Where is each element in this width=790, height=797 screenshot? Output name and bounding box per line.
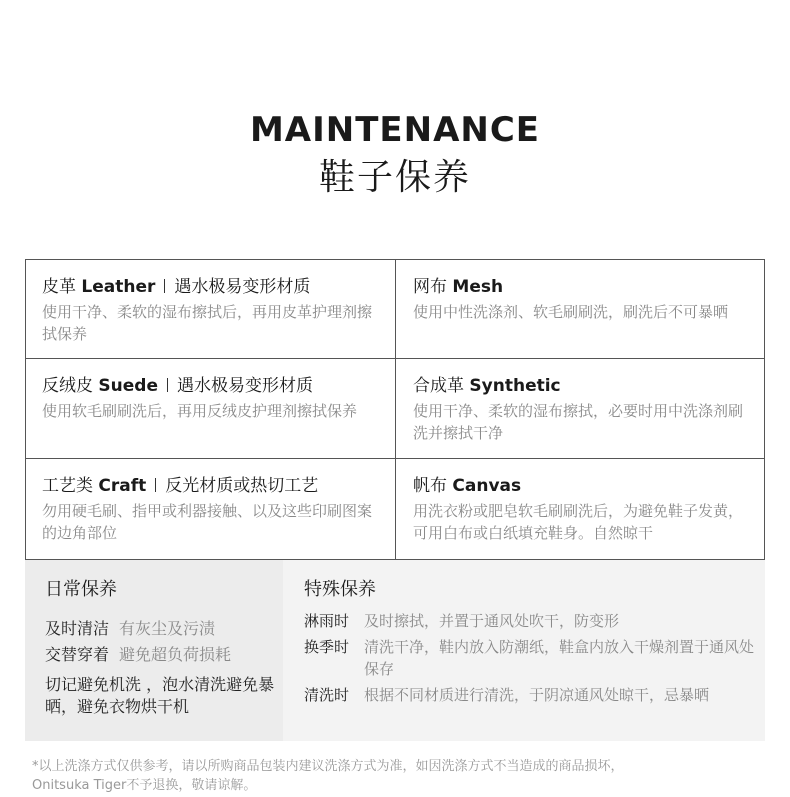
page-title-english: MAINTENANCE xyxy=(249,110,541,150)
page-title-chinese: 鞋子保养 xyxy=(318,157,471,198)
material-cell-leather xyxy=(26,260,396,359)
material-care-grid xyxy=(25,259,765,560)
daily-care-key: 及时清洁 xyxy=(45,619,110,638)
material-name-cn: 网布 xyxy=(413,277,453,297)
disclaimer-line: *以上洗涤方式仅供参考，请以所购商品包装内建议洗涤方式为准，如因洗涤方式不当造成的商品损坏， xyxy=(32,759,624,774)
material-name-en: Synthetic xyxy=(469,376,561,396)
page-header xyxy=(0,110,790,200)
disclaimer-footnote xyxy=(32,757,772,795)
special-care-value: 及时擦拭，并置于通风处吹干，防变形 xyxy=(364,612,620,630)
special-care-list xyxy=(304,610,765,706)
material-name-cn: 皮革 xyxy=(42,277,82,297)
care-section xyxy=(25,560,765,741)
daily-care-value: 避免超负荷损耗 xyxy=(119,645,232,664)
material-instructions: 使用干净、柔软的湿布擦拭，必要时用中洗涤剂刷洗并擦拭干净 xyxy=(413,402,744,442)
material-warning: 反光材质或热切工艺 xyxy=(165,476,319,496)
special-care-title: 特殊保养 xyxy=(304,579,376,600)
material-name-en: Mesh xyxy=(452,277,504,297)
material-heading xyxy=(413,375,750,397)
daily-care-title: 日常保养 xyxy=(45,579,117,600)
material-instructions: 使用软毛刷刷洗后，再用反绒皮护理剂擦拭保养 xyxy=(42,402,358,420)
material-instructions: 使用中性洗涤剂、软毛刷刷洗，刷洗后不可暴晒 xyxy=(413,303,729,321)
material-heading xyxy=(42,276,381,298)
special-care-key: 清洗时 xyxy=(304,686,350,704)
daily-care-value: 有灰尘及污渍 xyxy=(119,619,216,638)
daily-care-list xyxy=(45,616,283,668)
divider xyxy=(155,478,156,492)
list-item xyxy=(45,616,283,642)
material-name-cn: 工艺类 xyxy=(42,476,99,496)
material-heading xyxy=(42,375,381,397)
material-name-en: Leather xyxy=(81,277,156,297)
daily-care-key: 交替穿着 xyxy=(45,645,110,664)
material-heading xyxy=(413,475,750,497)
material-cell-canvas xyxy=(396,459,764,559)
material-cell-mesh xyxy=(396,260,764,359)
list-item xyxy=(45,642,283,668)
material-name-en: Craft xyxy=(98,476,147,496)
divider xyxy=(167,378,168,392)
disclaimer-line: Onitsuka Tiger不予退换，敬请谅解。 xyxy=(32,778,257,793)
material-heading xyxy=(42,475,381,497)
daily-care-warning: 切记避免机洗 ，泡水清洗避免暴晒，避免衣物烘干机 xyxy=(45,675,275,716)
material-instructions: 使用干净、柔软的湿布擦拭后，再用皮革护理剂擦拭保养 xyxy=(42,303,373,343)
material-cell-suede xyxy=(26,359,396,459)
material-cell-synthetic xyxy=(396,359,764,459)
list-item xyxy=(304,684,765,706)
material-heading xyxy=(413,276,750,298)
list-item xyxy=(304,636,765,680)
material-name-en: Suede xyxy=(98,376,158,396)
material-instructions: 用洗衣粉或肥皂软毛刷刷洗后，为避免鞋子发黄，可用白布或白纸填充鞋身。自然晾干 xyxy=(413,502,744,542)
daily-care-panel xyxy=(25,560,283,741)
special-care-key: 淋雨时 xyxy=(304,612,350,630)
material-name-cn: 帆布 xyxy=(413,476,453,496)
special-care-panel xyxy=(283,560,765,741)
special-care-value: 根据不同材质进行清洗，于阴凉通风处晾干，忌暴晒 xyxy=(364,686,710,704)
special-care-value: 清洗干净，鞋内放入防潮纸，鞋盒内放入干燥剂置于通风处保存 xyxy=(364,638,755,678)
special-care-key: 换季时 xyxy=(304,638,350,656)
material-instructions: 勿用硬毛刷、指甲或利器接触、以及这些印刷图案的边角部位 xyxy=(42,502,373,542)
material-name-cn: 合成革 xyxy=(413,376,470,396)
material-name-en: Canvas xyxy=(452,476,522,496)
material-warning: 遇水极易变形材质 xyxy=(174,277,311,297)
divider xyxy=(164,279,165,293)
material-warning: 遇水极易变形材质 xyxy=(176,376,313,396)
material-cell-craft xyxy=(26,459,396,559)
material-name-cn: 反绒皮 xyxy=(42,376,99,396)
list-item xyxy=(304,610,765,632)
